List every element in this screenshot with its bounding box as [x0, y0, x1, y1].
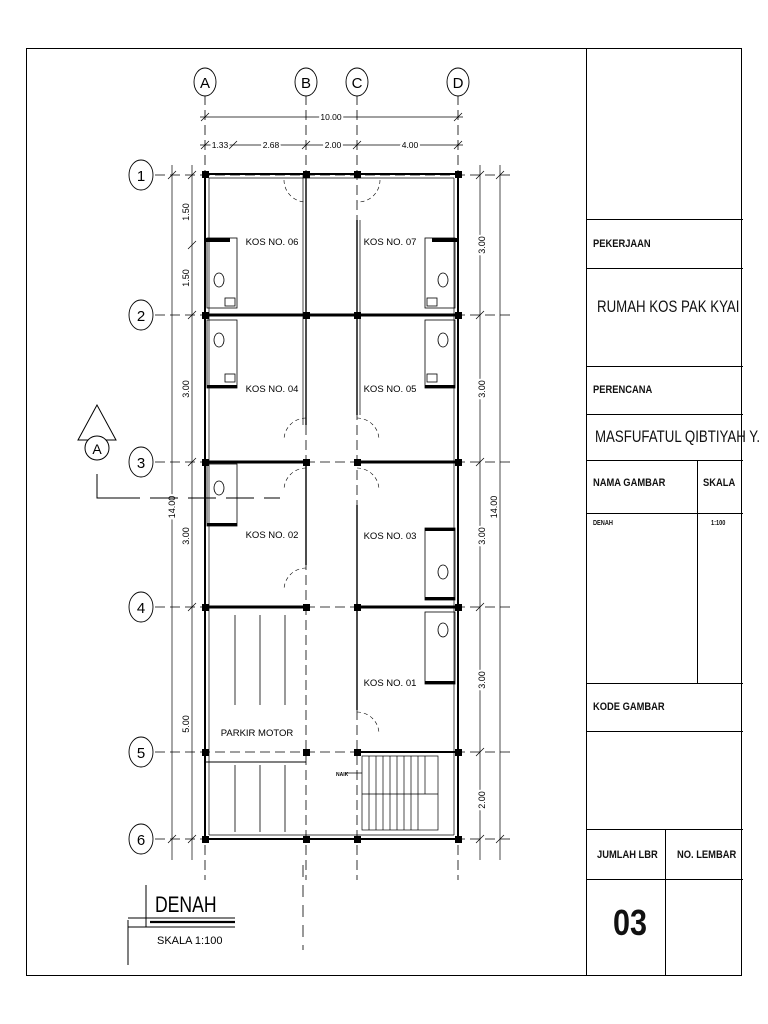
- kode-gambar-label-row: [587, 683, 743, 731]
- room-label-kos-05: KOS NO. 05: [363, 384, 417, 395]
- stair-label: NAIK: [336, 772, 349, 778]
- dim-right-seg-4: 3.00: [477, 671, 487, 689]
- dimension-labels-top: [212, 112, 419, 150]
- grid-bubbles-columns: [194, 68, 469, 96]
- dim-left-seg-2: 1.50: [181, 269, 191, 287]
- grid-label-row-1: 1: [136, 168, 146, 185]
- nama-gambar-divider: [587, 513, 743, 514]
- drawing-title: DENAH: [155, 893, 217, 918]
- grid-label-row-6: 6: [136, 832, 146, 849]
- perencana-value-row: [587, 414, 761, 460]
- dim-seg-3: 2.00: [324, 140, 342, 150]
- dim-overall-width: 10.00: [320, 112, 342, 122]
- room-label-kos-04: KOS NO. 04: [245, 384, 299, 395]
- staircase: [345, 756, 438, 830]
- lembar-value-row: [587, 879, 743, 976]
- dim-right-seg-3: 3.00: [477, 527, 487, 545]
- nama-gambar-section: [587, 460, 743, 683]
- kode-gambar-label: KODE GAMBAR: [593, 701, 665, 713]
- parking-stalls: [235, 615, 285, 832]
- grid-label-row-4: 4: [136, 600, 146, 617]
- pekerjaan-value: RUMAH KOS PAK KYAI: [597, 297, 740, 316]
- grid-label-col-c: C: [351, 75, 363, 92]
- pekerjaan-value-row: [587, 268, 743, 366]
- grid-label-col-b: B: [300, 75, 312, 92]
- room-label-kos-06: KOS NO. 06: [245, 237, 299, 248]
- dim-left-seg-5: 5.00: [181, 715, 191, 733]
- pekerjaan-label: PEKERJAAN: [593, 238, 651, 250]
- no-lembar-label: NO. LEMBAR: [677, 849, 737, 861]
- pekerjaan-label-row: [587, 219, 743, 268]
- skala-value: 1:100: [711, 520, 726, 527]
- grid-label-row-3: 3: [136, 455, 146, 472]
- grid-label-row-5: 5: [136, 745, 146, 762]
- section-marker-label: A: [92, 441, 102, 457]
- dim-seg-1: 1.33: [211, 140, 229, 150]
- jumlah-lbr-value: 03: [613, 902, 648, 943]
- dim-right-seg-2: 3.00: [477, 380, 487, 398]
- room-labels: [221, 237, 417, 739]
- walls: [205, 174, 458, 839]
- dimension-labels-left: [167, 203, 191, 733]
- dim-right-seg-5: 2.00: [477, 791, 487, 809]
- perencana-label-row: [587, 366, 743, 414]
- dim-left-seg-1: 1.50: [181, 203, 191, 221]
- dim-right-seg-1: 3.00: [477, 236, 487, 254]
- structural-columns: [202, 171, 462, 843]
- jumlah-lbr-label: JUMLAH LBR: [597, 849, 658, 861]
- grid-label-col-a: A: [199, 75, 211, 92]
- dim-seg-4: 4.00: [401, 140, 419, 150]
- nama-gambar-label: NAMA GAMBAR: [593, 477, 666, 489]
- dim-seg-2: 2.68: [262, 140, 280, 150]
- grid-label-col-d: D: [452, 75, 464, 92]
- perencana-label: PERENCANA: [593, 384, 653, 396]
- room-label-kos-07: KOS NO. 07: [363, 237, 417, 248]
- skala-label: SKALA: [703, 477, 736, 489]
- skala-divider: [697, 461, 698, 684]
- dim-overall-left: 14.00: [167, 495, 177, 519]
- nama-gambar-value: DENAH: [593, 520, 613, 527]
- room-label-kos-03: KOS NO. 03: [363, 531, 417, 542]
- drawing-scale: SKALA 1:100: [157, 935, 223, 947]
- dim-left-seg-3: 3.00: [181, 380, 191, 398]
- kode-gambar-value-row: [587, 731, 743, 829]
- perencana-value: MASFUFATUL QIBTIYAH Y.: [595, 427, 761, 446]
- dim-overall-right: 14.00: [489, 495, 499, 519]
- title-block: [586, 48, 761, 976]
- room-label-kos-01: KOS NO. 01: [363, 678, 417, 689]
- room-label-kos-02: KOS NO. 02: [245, 530, 299, 541]
- grid-bubbles-rows: [129, 160, 153, 854]
- dim-left-seg-4: 3.00: [181, 527, 191, 545]
- grid-label-row-2: 2: [136, 308, 146, 325]
- drawing-title-block: [128, 885, 235, 965]
- section-marker-a: [78, 405, 280, 498]
- lembar-label-row: [587, 829, 743, 879]
- room-label-parkir: PARKIR MOTOR: [220, 728, 294, 739]
- door-swings: [284, 180, 380, 734]
